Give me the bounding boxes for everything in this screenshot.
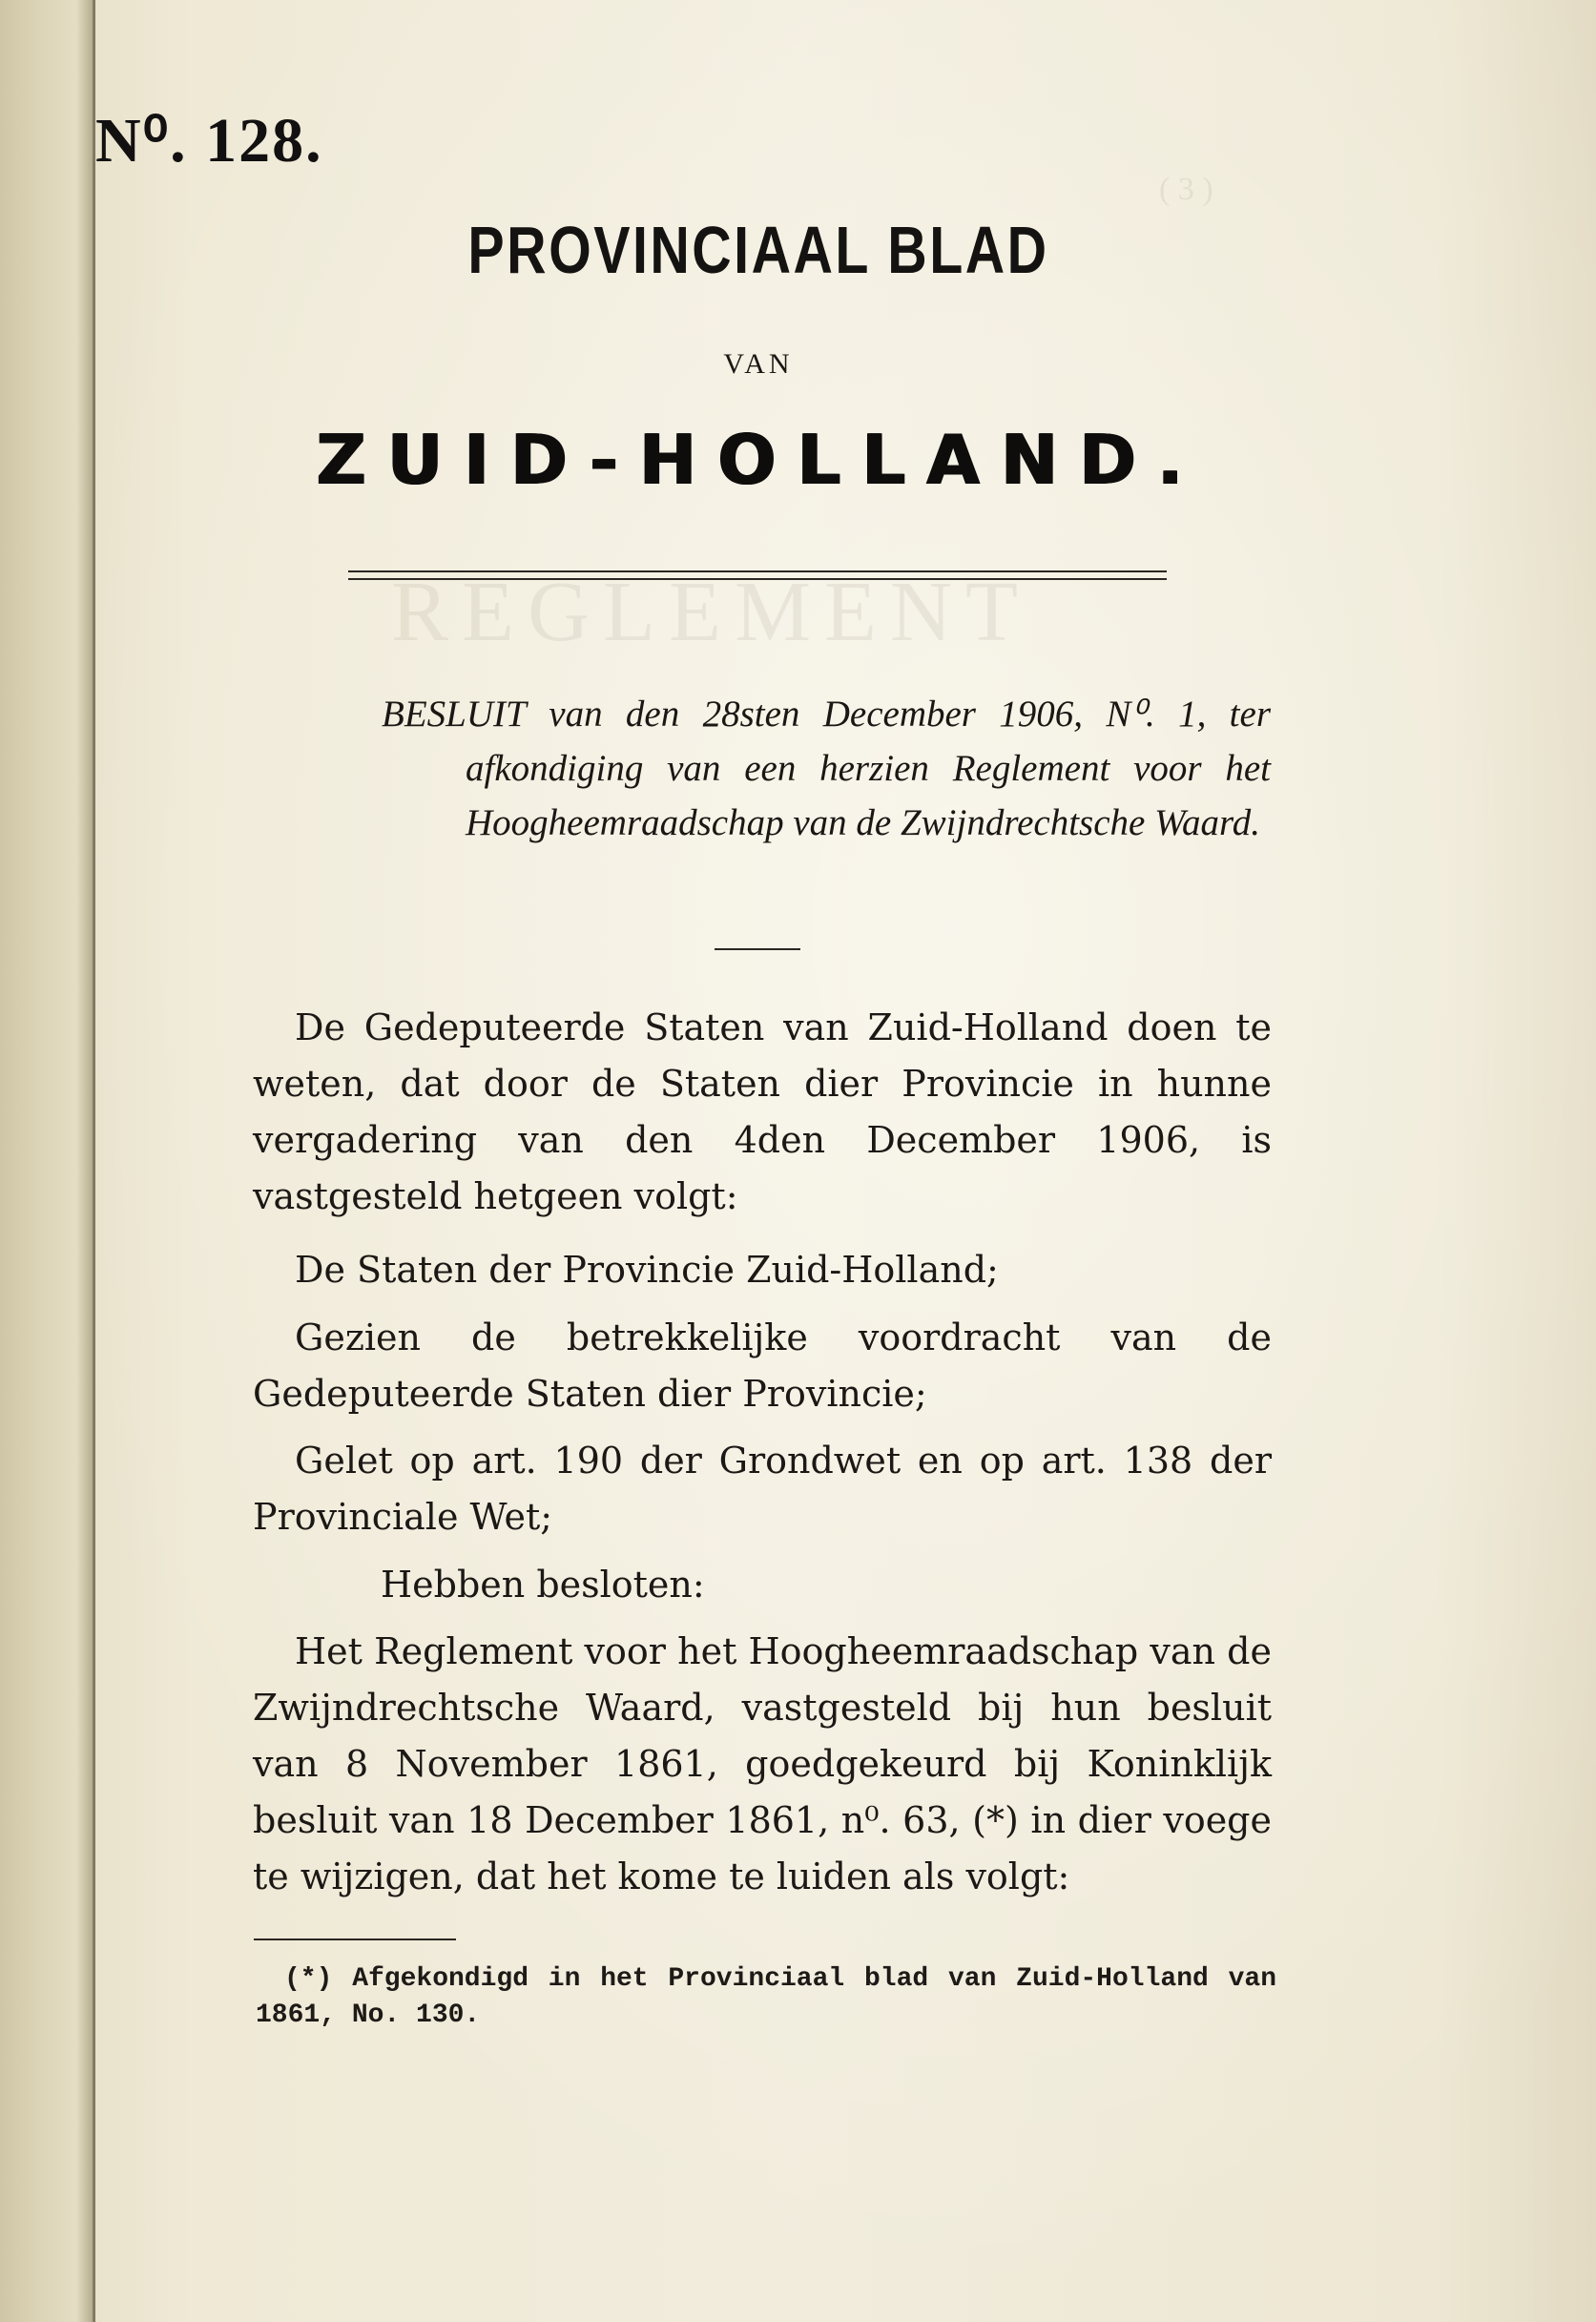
region-title: ZUID-HOLLAND. — [316, 420, 1205, 500]
body-paragraph — [253, 1000, 1272, 1225]
body-paragraph — [253, 1557, 1272, 1613]
body-paragraph — [253, 1624, 1272, 1905]
show-through-number: ( 3 ) — [1159, 172, 1213, 207]
paragraph-text: De Staten der Provincie Zuid-Holland; — [295, 1249, 999, 1291]
paragraph-text: Gezien de betrekkelijke voordracht van de Gedeputeerde Staten dier Provincie; — [253, 1316, 1272, 1415]
decree-heading — [382, 687, 1271, 850]
show-through-text: REGLEMENT — [391, 565, 1031, 659]
footnote-rule — [254, 1938, 456, 1940]
footnote — [256, 1961, 1276, 2034]
footnote-text: (*) Afgekondigd in het Provinciaal blad van Zuid-Holland van 1861, No. 130. — [256, 1964, 1276, 2030]
short-rule-divider — [715, 948, 800, 950]
paragraph-text: Hebben besloten: — [381, 1564, 705, 1606]
body-paragraph — [253, 1433, 1272, 1545]
double-rule-divider — [348, 570, 1167, 580]
paragraph-text: Gelet op art. 190 der Grondwet en op art. 138 der Provinciale Wet; — [253, 1440, 1272, 1538]
title-van: VAN — [723, 348, 794, 380]
body-paragraph — [253, 1242, 1272, 1298]
paragraph-text: De Gedeputeerde Staten van Zuid-Holland doen te weten, dat door de Staten dier Provincie in hunne vergadering van den 4den December 1906, is vastgesteld hetgeen volgt: — [253, 1006, 1272, 1217]
issue-number: N⁰. 128. — [95, 106, 323, 176]
paragraph-text: Het Reglement voor het Hoogheemraadschap van de Zwijndrechtsche Waard, vastgesteld bij hun besluit van 8 November 1861, goedgekeurd bij Koninklijk besluit van 18 December 1861, n⁰. 63, (*) in dier voege te wijzigen, dat het kome te luiden als volgt: — [253, 1630, 1272, 1897]
body-paragraph — [253, 1310, 1272, 1422]
publication-title: PROVINCIAAL BLAD — [467, 213, 1049, 287]
decree-heading-text: BESLUIT van den 28sten December 1906, N⁰. 1, ter afkondiging van een herzien Reglement voor het Hoogheemraadschap van de Zwijndrechtsche Waard. — [382, 694, 1271, 843]
